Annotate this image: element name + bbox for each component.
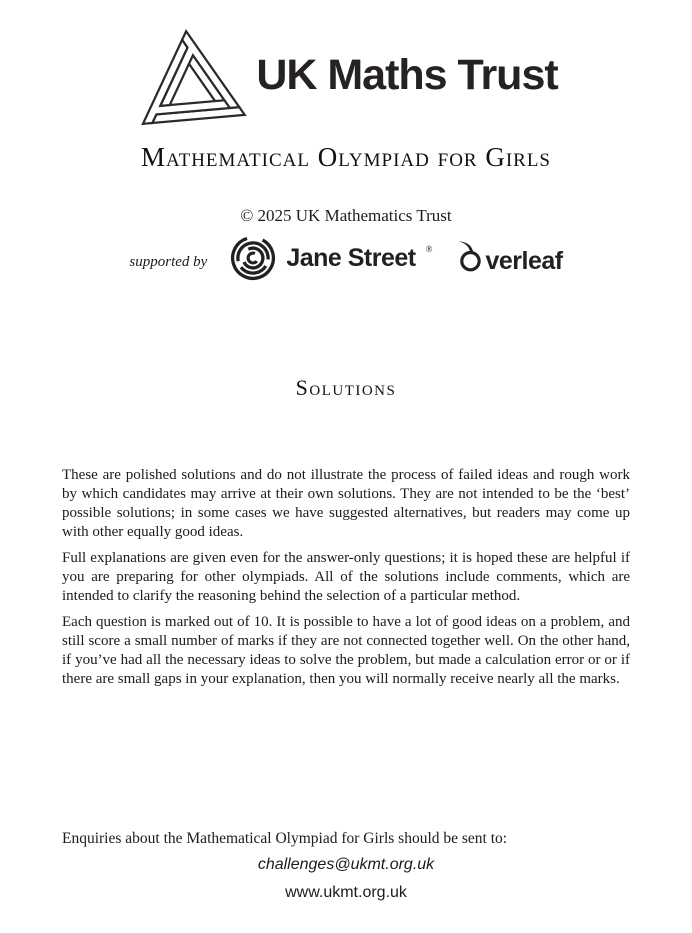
enquiries-text: Enquiries about the Mathematical Olympiad for Girls should be sent to: <box>62 830 508 847</box>
copyright-line: © 2025 UK Mathematics Trust <box>240 206 452 225</box>
paragraph-3: Each question is marked out of 10. It is possible to have a lot of good ideas on a problem, and still score a small number of marks if they are not connected together well. On the other hand, if you’ve had all the necessary ideas to solve the problem, but made a calculation error or or if there are small gaps in your explanation, then you will normally receive nearly all the marks. <box>62 614 630 687</box>
brand-header <box>0 28 692 123</box>
overleaf-logo <box>456 242 562 275</box>
jane-street-logo <box>229 234 432 282</box>
section-heading: Solutions <box>295 375 397 400</box>
overleaf-wordmark: verleaf <box>485 246 563 275</box>
registered-trademark-symbol: ® <box>425 244 433 254</box>
body-copy <box>62 466 630 696</box>
penrose-triangle-icon <box>130 23 250 127</box>
concentric-arcs-icon <box>229 234 277 282</box>
leaf-o-icon <box>456 240 484 273</box>
paragraph-1: These are polished solutions and do not illustrate the process of failed ideas and rough work by which candidates may arrive at their own solutions. They are not intended to be the ‘best’ possible solutions; in some cases we have suggested alternatives, but readers may come up with other equally good ideas. <box>62 467 630 540</box>
website-url: www.ukmt.org.uk <box>285 884 407 901</box>
email-address: challenges@ukmt.org.uk <box>257 856 435 873</box>
page-title: Mathematical Olympiad for Girls <box>140 142 552 172</box>
sponsor-row <box>0 234 692 282</box>
paragraph-2: Full explanations are given even for the answer-only questions; it is hoped these are helpful if you are preparing for other olympiads. All of the solutions include comments, which are intended to clarify the reasoning behind the selection of a particular method. <box>62 550 630 604</box>
supported-by-label: supported by <box>129 253 208 270</box>
jane-street-wordmark: Jane Street <box>286 243 416 272</box>
brand-name: UK Maths Trust <box>256 51 558 99</box>
